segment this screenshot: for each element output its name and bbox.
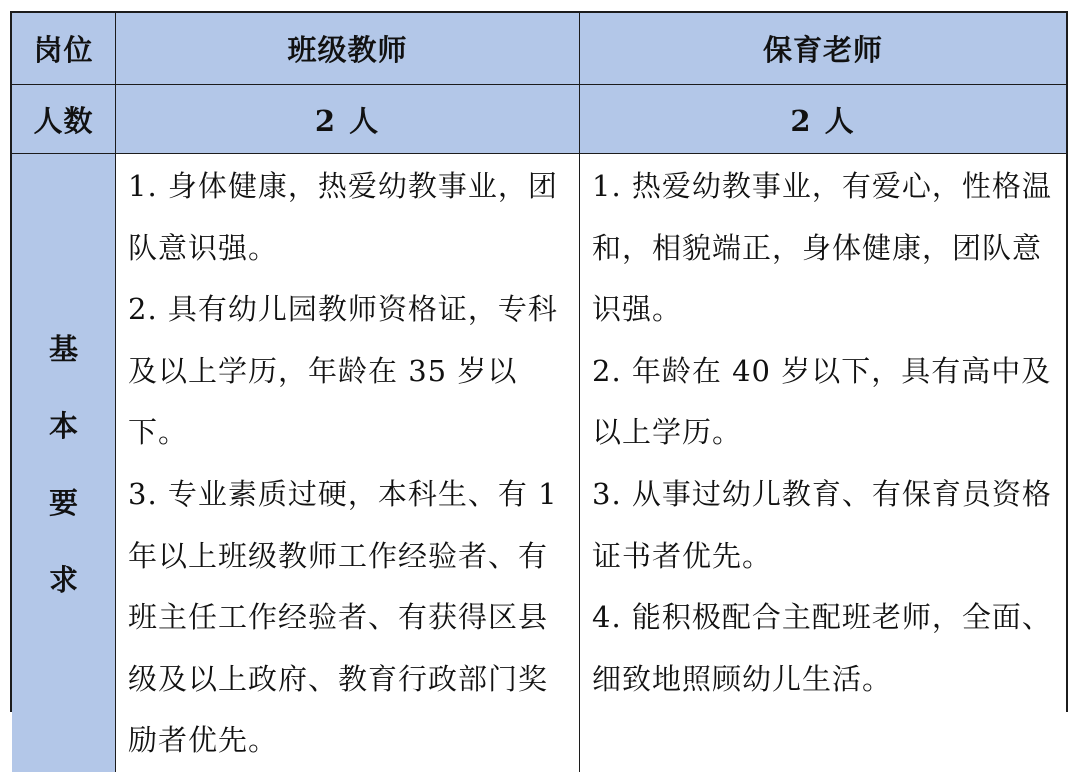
headcount-label-cell bbox=[12, 85, 116, 154]
requirements-label-char: 求 bbox=[48, 562, 78, 597]
requirement-item: 4. 能积极配合主配班老师，全面、细致地照顾幼儿生活。 bbox=[592, 600, 1052, 696]
nursery-teacher-title: 保育老师 bbox=[762, 33, 883, 67]
class-teacher-requirements bbox=[116, 154, 580, 772]
requirement-item: 1. 热爱幼教事业，有爱心，性格温和，相貌端正，身体健康，团队意识强。 bbox=[592, 169, 1052, 327]
requirement-item: 2. 年龄在 40 岁以下，具有高中及以上学历。 bbox=[592, 353, 1052, 450]
requirements-label-char: 本 bbox=[48, 408, 78, 443]
position-label: 岗位 bbox=[33, 33, 94, 67]
requirement-item: 1. 身体健康，热爱幼教事业，团队意识强。 bbox=[128, 169, 558, 265]
nursery-teacher-headcount: 2 人 bbox=[790, 103, 856, 138]
nursery-teacher-requirements bbox=[580, 154, 1066, 772]
requirements-label-char: 基 bbox=[48, 331, 78, 366]
position-header-cell bbox=[12, 13, 116, 85]
nursery-teacher-headcount-cell bbox=[580, 85, 1066, 154]
requirement-item: 3. 专业素质过硬，本科生、有 1 年以上班级教师工作经验者、有班主任工作经验者、有获得区县级及以上政府、教育行政部门奖励者优先。 bbox=[128, 476, 558, 758]
requirements-label-cell bbox=[12, 154, 116, 772]
requirement-item: 2. 具有幼儿园教师资格证，专科及以上学历，年龄在 35 岁以下。 bbox=[128, 292, 558, 450]
class-teacher-headcount-cell bbox=[116, 85, 580, 154]
class-teacher-header-cell bbox=[116, 13, 580, 85]
class-teacher-title: 班级教师 bbox=[287, 33, 408, 67]
nursery-teacher-header-cell bbox=[580, 13, 1066, 85]
requirement-item: 3. 从事过幼儿教育、有保育员资格证书者优先。 bbox=[592, 476, 1052, 573]
requirements-label-char: 要 bbox=[48, 485, 78, 520]
recruitment-table bbox=[10, 11, 1068, 758]
class-teacher-headcount: 2 人 bbox=[314, 103, 381, 138]
headcount-label: 人数 bbox=[33, 103, 94, 138]
